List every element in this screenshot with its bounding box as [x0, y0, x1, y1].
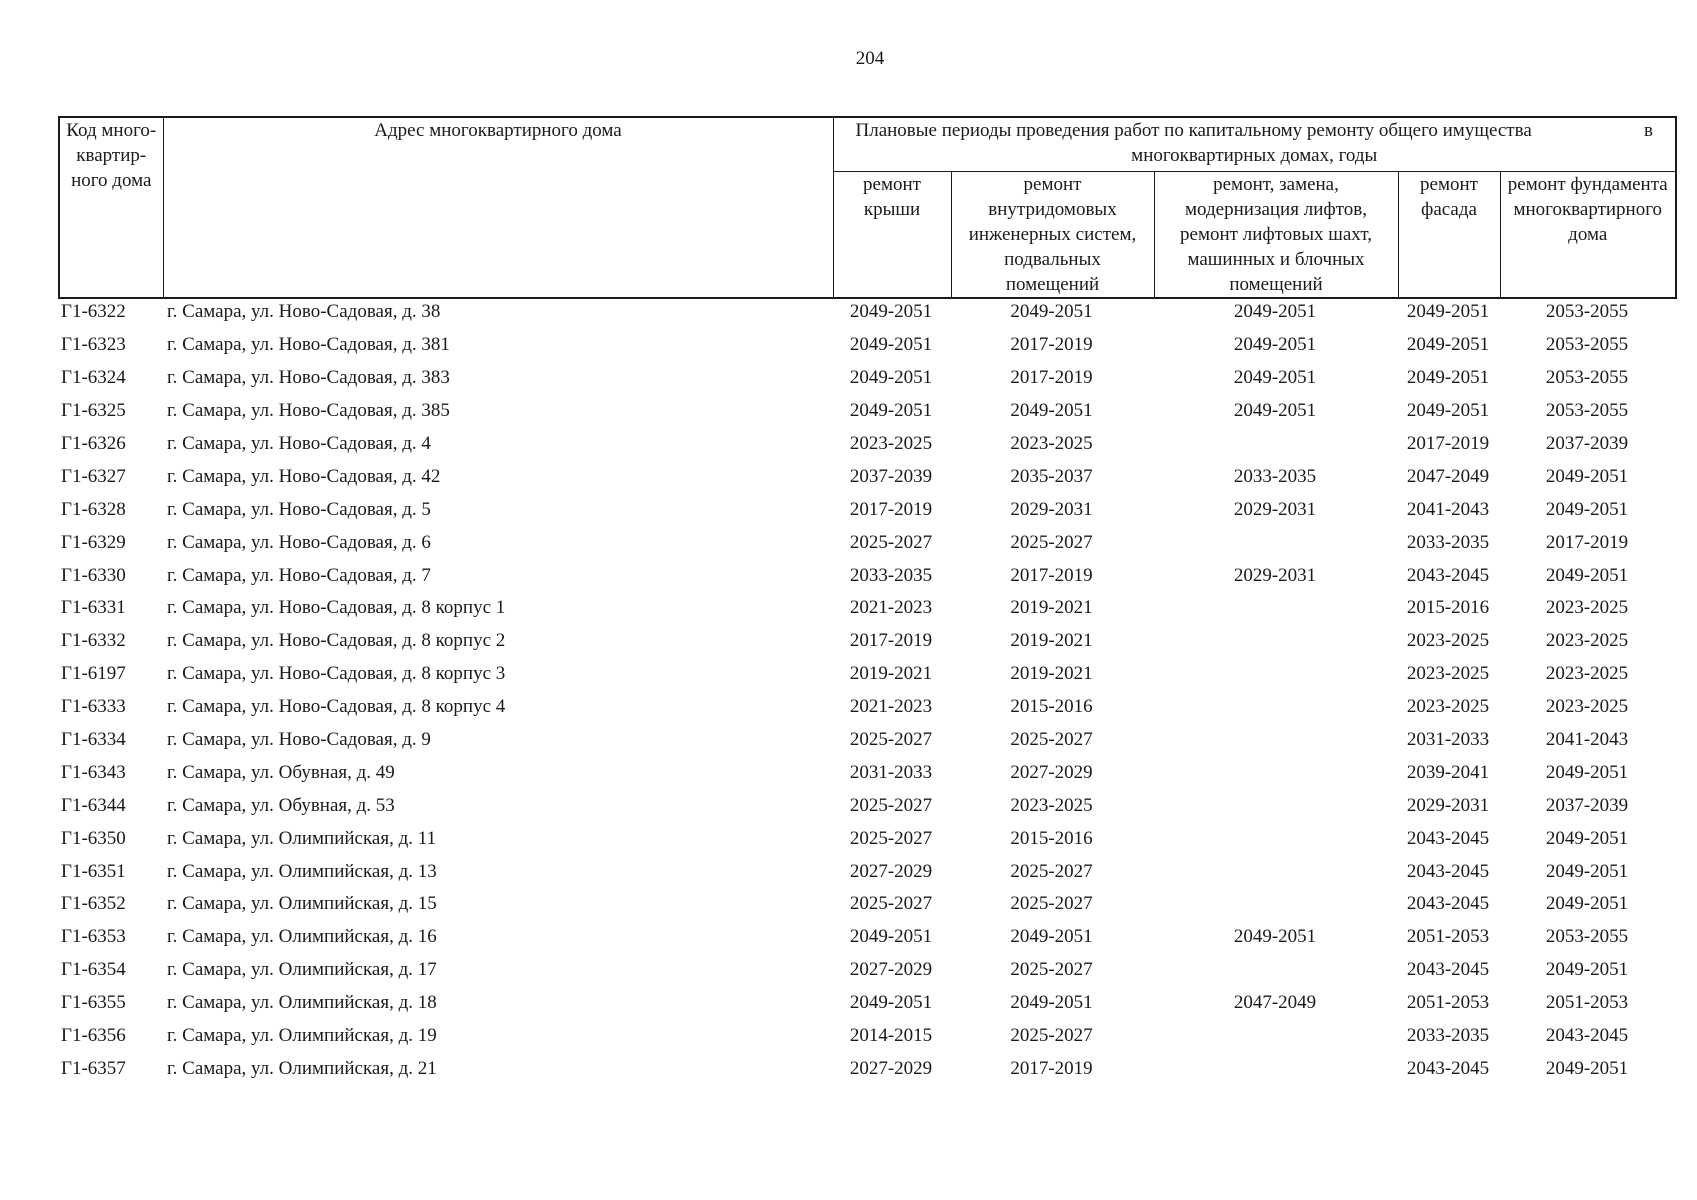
table-row — [58, 987, 1675, 1020]
cell-address: г. Самара, ул. Обувная, д. 53 — [167, 794, 395, 816]
cell-engineering: 2015-2016 — [1010, 696, 1093, 718]
cell-facade: 2043-2045 — [1406, 893, 1490, 915]
cell-foundation: 2053-2055 — [1545, 334, 1629, 356]
cell-elevators — [1153, 658, 1397, 691]
cell-engineering: 2025-2027 — [1010, 1025, 1093, 1047]
cell-facade: 2015-2016 — [1406, 597, 1490, 619]
cell-roof: 2014-2015 — [849, 1025, 933, 1047]
table-row — [58, 888, 1675, 921]
cell-address: г. Самара, ул. Ново-Садовая, д. 5 — [167, 498, 431, 520]
header-code-line: ного дома — [71, 170, 152, 191]
cell-code: Г1-6355 — [61, 992, 126, 1014]
cell-elevators — [1153, 789, 1397, 822]
cell-foundation: 2049-2051 — [1545, 1057, 1629, 1079]
cell-roof: 2049-2051 — [849, 367, 933, 389]
header-address: Адрес многоквартирного дома — [163, 117, 833, 298]
cell-engineering: 2049-2051 — [1010, 301, 1093, 323]
cell-foundation: 2049-2051 — [1545, 959, 1629, 981]
cell-roof: 2021-2023 — [849, 597, 933, 619]
cell-foundation: 2053-2055 — [1545, 400, 1629, 422]
cell-foundation: 2049-2051 — [1545, 761, 1629, 783]
cell-code: Г1-6327 — [61, 465, 126, 487]
cell-foundation: 2049-2051 — [1545, 860, 1629, 882]
cell-foundation: 2023-2025 — [1545, 630, 1629, 652]
cell-code: Г1-6328 — [61, 498, 126, 520]
cell-roof: 2027-2029 — [849, 860, 933, 882]
cell-address: г. Самара, ул. Ново-Садовая, д. 9 — [167, 729, 431, 751]
cell-facade: 2023-2025 — [1406, 663, 1490, 685]
cell-address: г. Самара, ул. Ново-Садовая, д. 42 — [167, 465, 441, 487]
cell-code: Г1-6334 — [61, 729, 126, 751]
cell-elevators: 2049-2051 — [1233, 367, 1317, 389]
cell-foundation: 2041-2043 — [1545, 729, 1629, 751]
cell-engineering: 2025-2027 — [1010, 729, 1093, 751]
cell-code: Г1-6351 — [61, 860, 126, 882]
cell-foundation: 2049-2051 — [1545, 893, 1629, 915]
header-periods-line1: Плановые периоды проведения работ по капитальному ремонту общего имущества — [855, 120, 1532, 141]
cell-facade: 2043-2045 — [1406, 959, 1490, 981]
table-row — [58, 395, 1675, 428]
cell-engineering: 2049-2051 — [1010, 926, 1093, 948]
data-table — [58, 296, 1675, 1085]
table-row — [58, 296, 1675, 329]
cell-facade: 2041-2043 — [1406, 498, 1490, 520]
cell-facade: 2039-2041 — [1406, 761, 1490, 783]
header-engineering-line: инженерных систем, — [968, 223, 1137, 245]
cell-code: Г1-6326 — [61, 433, 126, 454]
cell-foundation: 2037-2039 — [1545, 433, 1629, 454]
cell-address: г. Самара, ул. Олимпийская, д. 19 — [167, 1025, 437, 1047]
cell-address: г. Самара, ул. Олимпийская, д. 18 — [167, 992, 437, 1014]
table-row — [58, 526, 1675, 559]
header-engineering-line: ремонт — [1023, 173, 1082, 195]
cell-facade: 2049-2051 — [1406, 367, 1490, 389]
cell-engineering: 2025-2027 — [1010, 860, 1093, 882]
table-row — [58, 756, 1675, 789]
cell-address: г. Самара, ул. Ново-Садовая, д. 4 — [167, 433, 431, 454]
cell-elevators — [1153, 1020, 1397, 1053]
cell-elevators — [1153, 724, 1397, 757]
header-facade-line: ремонт — [1420, 173, 1478, 195]
cell-code: Г1-6354 — [61, 959, 126, 981]
table-row — [58, 460, 1675, 493]
cell-facade: 2033-2035 — [1406, 531, 1490, 553]
cell-roof: 2025-2027 — [849, 794, 933, 816]
cell-address: г. Самара, ул. Олимпийская, д. 13 — [167, 860, 437, 882]
cell-address: г. Самара, ул. Олимпийская, д. 11 — [167, 827, 437, 849]
table-row — [58, 691, 1675, 724]
cell-code: Г1-6197 — [61, 663, 126, 685]
header-code — [59, 117, 163, 298]
cell-address: г. Самара, ул. Олимпийская, д. 15 — [167, 893, 437, 915]
cell-roof: 2049-2051 — [849, 334, 933, 356]
cell-roof: 2023-2025 — [849, 433, 933, 454]
cell-foundation: 2053-2055 — [1545, 926, 1629, 948]
table-row — [58, 822, 1675, 855]
header-code-line: Код много- — [66, 120, 157, 141]
cell-roof: 2049-2051 — [849, 301, 933, 323]
cell-address: г. Самара, ул. Ново-Садовая, д. 7 — [167, 564, 431, 586]
cell-elevators — [1153, 526, 1397, 559]
cell-engineering: 2015-2016 — [1010, 827, 1093, 849]
header-elevators-line: машинных и блочных — [1187, 248, 1365, 270]
cell-code: Г1-6350 — [61, 827, 126, 849]
cell-engineering: 2017-2019 — [1010, 564, 1093, 586]
cell-address: г. Самара, ул. Ново-Садовая, д. 381 — [167, 334, 450, 356]
cell-engineering: 2017-2019 — [1010, 367, 1093, 389]
cell-code: Г1-6322 — [61, 301, 126, 323]
header-elevators-line: помещений — [1229, 273, 1323, 295]
header-roof-line: ремонт — [863, 173, 921, 195]
cell-foundation: 2037-2039 — [1545, 794, 1629, 816]
cell-facade: 2031-2033 — [1406, 729, 1490, 751]
cell-code: Г1-6331 — [61, 597, 126, 619]
cell-elevators: 2049-2051 — [1233, 926, 1317, 948]
table-row — [58, 789, 1675, 822]
header-engineering-line: внутридомовых — [988, 198, 1117, 220]
cell-code: Г1-6357 — [61, 1057, 126, 1079]
header-foundation-line: дома — [1568, 223, 1608, 245]
cell-roof: 2049-2051 — [849, 400, 933, 422]
header-periods-line2: многоквартирных домах, годы — [1131, 145, 1378, 166]
page-number: 204 — [855, 48, 885, 69]
table-row — [58, 428, 1675, 461]
table-row — [58, 493, 1675, 526]
cell-roof: 2017-2019 — [849, 498, 933, 520]
cell-code: Г1-6353 — [61, 926, 126, 948]
cell-foundation: 2049-2051 — [1545, 827, 1629, 849]
header-elevators-line: ремонт, замена, — [1213, 173, 1339, 195]
cell-facade: 2049-2051 — [1406, 301, 1490, 323]
cell-address: г. Самара, ул. Ново-Садовая, д. 6 — [167, 531, 431, 553]
cell-roof: 2025-2027 — [849, 893, 933, 915]
table-row — [58, 592, 1675, 625]
cell-elevators: 2049-2051 — [1233, 301, 1317, 323]
cell-foundation: 2023-2025 — [1545, 597, 1629, 619]
cell-facade: 2023-2025 — [1406, 630, 1490, 652]
cell-engineering: 2025-2027 — [1010, 959, 1093, 981]
cell-address: г. Самара, ул. Ново-Садовая, д. 8 корпус 2 — [167, 630, 506, 652]
cell-code: Г1-6330 — [61, 564, 126, 586]
cell-facade: 2017-2019 — [1406, 433, 1490, 454]
cell-foundation: 2049-2051 — [1545, 498, 1629, 520]
cell-foundation: 2043-2045 — [1545, 1025, 1629, 1047]
cell-roof: 2027-2029 — [849, 1057, 933, 1079]
header-elevators-line: модернизация лифтов, — [1185, 198, 1367, 220]
cell-engineering: 2017-2019 — [1010, 1057, 1093, 1079]
cell-engineering: 2027-2029 — [1010, 761, 1093, 783]
cell-foundation: 2049-2051 — [1545, 564, 1629, 586]
cell-roof: 2037-2039 — [849, 465, 933, 487]
cell-elevators — [1153, 855, 1397, 888]
table-row — [58, 954, 1675, 987]
cell-elevators — [1153, 822, 1397, 855]
cell-facade: 2051-2053 — [1406, 926, 1490, 948]
cell-engineering: 2019-2021 — [1010, 663, 1093, 685]
cell-elevators — [1153, 1052, 1397, 1085]
table-body — [58, 296, 1675, 1085]
cell-address: г. Самара, ул. Ново-Садовая, д. 38 — [167, 301, 441, 323]
cell-foundation: 2017-2019 — [1545, 531, 1629, 553]
header-code-line: квартир- — [76, 145, 147, 166]
table-header — [58, 116, 1677, 299]
cell-engineering: 2029-2031 — [1010, 498, 1093, 520]
cell-roof: 2049-2051 — [849, 992, 933, 1014]
cell-foundation: 2053-2055 — [1545, 367, 1629, 389]
cell-facade: 2043-2045 — [1406, 564, 1490, 586]
cell-elevators — [1153, 428, 1397, 461]
cell-engineering: 2023-2025 — [1010, 794, 1093, 816]
cell-elevators — [1153, 888, 1397, 921]
cell-facade: 2043-2045 — [1406, 1057, 1490, 1079]
cell-code: Г1-6324 — [61, 367, 126, 389]
header-foundation-line: многоквартирного — [1513, 198, 1663, 220]
cell-roof: 2025-2027 — [849, 531, 933, 553]
cell-elevators: 2029-2031 — [1233, 498, 1317, 520]
header-engineering-line: помещений — [1005, 273, 1100, 295]
table-row — [58, 724, 1675, 757]
cell-address: г. Самара, ул. Ново-Садовая, д. 383 — [167, 367, 450, 389]
cell-facade: 2029-2031 — [1406, 794, 1490, 816]
cell-engineering: 2023-2025 — [1010, 433, 1093, 454]
cell-engineering: 2025-2027 — [1010, 893, 1093, 915]
header-foundation-line: ремонт фундамента — [1507, 173, 1668, 195]
cell-address: г. Самара, ул. Ново-Садовая, д. 8 корпус 3 — [167, 663, 506, 685]
table-row — [58, 1020, 1675, 1053]
cell-code: Г1-6343 — [61, 761, 126, 783]
cell-roof: 2019-2021 — [849, 663, 933, 685]
header-roof-line: крыши — [863, 198, 921, 220]
cell-code: Г1-6333 — [61, 696, 126, 718]
header-facade — [1398, 171, 1500, 298]
table-row — [58, 329, 1675, 362]
cell-elevators — [1153, 592, 1397, 625]
table-row — [58, 559, 1675, 592]
cell-facade: 2033-2035 — [1406, 1025, 1490, 1047]
cell-roof: 2049-2051 — [849, 926, 933, 948]
cell-elevators — [1153, 691, 1397, 724]
cell-address: г. Самара, ул. Ново-Садовая, д. 8 корпус 1 — [167, 597, 506, 619]
cell-address: г. Самара, ул. Олимпийская, д. 17 — [167, 959, 437, 981]
cell-code: Г1-6325 — [61, 400, 126, 422]
cell-engineering: 2019-2021 — [1010, 597, 1093, 619]
cell-engineering: 2035-2037 — [1010, 465, 1093, 487]
cell-foundation: 2053-2055 — [1545, 301, 1629, 323]
cell-facade: 2047-2049 — [1406, 465, 1490, 487]
table-row — [58, 625, 1675, 658]
table-row — [58, 658, 1675, 691]
cell-roof: 2027-2029 — [849, 959, 933, 981]
cell-code: Г1-6356 — [61, 1025, 126, 1047]
cell-roof: 2031-2033 — [849, 761, 933, 783]
cell-foundation: 2023-2025 — [1545, 696, 1629, 718]
cell-facade: 2043-2045 — [1406, 827, 1490, 849]
header-periods-suffix: в — [1644, 120, 1653, 141]
cell-engineering: 2025-2027 — [1010, 531, 1093, 553]
cell-address: г. Самара, ул. Обувная, д. 49 — [167, 761, 395, 783]
cell-elevators — [1153, 954, 1397, 987]
cell-facade: 2043-2045 — [1406, 860, 1490, 882]
table-row — [58, 1052, 1675, 1085]
cell-elevators: 2047-2049 — [1233, 992, 1317, 1014]
cell-code: Г1-6332 — [61, 630, 126, 652]
cell-engineering: 2049-2051 — [1010, 400, 1093, 422]
cell-roof: 2017-2019 — [849, 630, 933, 652]
header-elevators-line: ремонт лифтовых шахт, — [1180, 223, 1372, 245]
cell-address: г. Самара, ул. Ново-Садовая, д. 8 корпус 4 — [167, 696, 506, 718]
header-roof — [833, 171, 951, 298]
cell-facade: 2051-2053 — [1406, 992, 1490, 1014]
cell-code: Г1-6344 — [61, 794, 126, 816]
cell-foundation: 2049-2051 — [1545, 465, 1629, 487]
cell-foundation: 2051-2053 — [1545, 992, 1629, 1014]
cell-address: г. Самара, ул. Олимпийская, д. 21 — [167, 1057, 437, 1079]
cell-facade: 2023-2025 — [1406, 696, 1490, 718]
cell-address: г. Самара, ул. Олимпийская, д. 16 — [167, 926, 437, 948]
cell-code: Г1-6352 — [61, 893, 126, 915]
header-foundation — [1500, 171, 1676, 298]
table-row — [58, 921, 1675, 954]
cell-roof: 2021-2023 — [849, 696, 933, 718]
header-engineering-line: подвальных — [1004, 248, 1101, 270]
cell-address: г. Самара, ул. Ново-Садовая, д. 385 — [167, 400, 450, 422]
cell-code: Г1-6329 — [61, 531, 126, 553]
cell-facade: 2049-2051 — [1406, 334, 1490, 356]
cell-roof: 2025-2027 — [849, 827, 933, 849]
cell-code: Г1-6323 — [61, 334, 126, 356]
cell-engineering: 2017-2019 — [1010, 334, 1093, 356]
cell-engineering: 2019-2021 — [1010, 630, 1093, 652]
cell-elevators — [1153, 756, 1397, 789]
table-row — [58, 855, 1675, 888]
cell-elevators: 2049-2051 — [1233, 400, 1317, 422]
header-engineering — [951, 171, 1154, 298]
cell-roof: 2033-2035 — [849, 564, 933, 586]
cell-elevators — [1153, 625, 1397, 658]
table-row — [58, 362, 1675, 395]
cell-roof: 2025-2027 — [849, 729, 933, 751]
cell-elevators: 2033-2035 — [1233, 465, 1317, 487]
header-facade-line: фасада — [1421, 198, 1477, 220]
cell-engineering: 2049-2051 — [1010, 992, 1093, 1014]
cell-foundation: 2023-2025 — [1545, 663, 1629, 685]
header-periods — [833, 117, 1676, 171]
cell-facade: 2049-2051 — [1406, 400, 1490, 422]
cell-elevators: 2049-2051 — [1233, 334, 1317, 356]
header-elevators — [1154, 171, 1398, 298]
cell-elevators: 2029-2031 — [1233, 564, 1317, 586]
